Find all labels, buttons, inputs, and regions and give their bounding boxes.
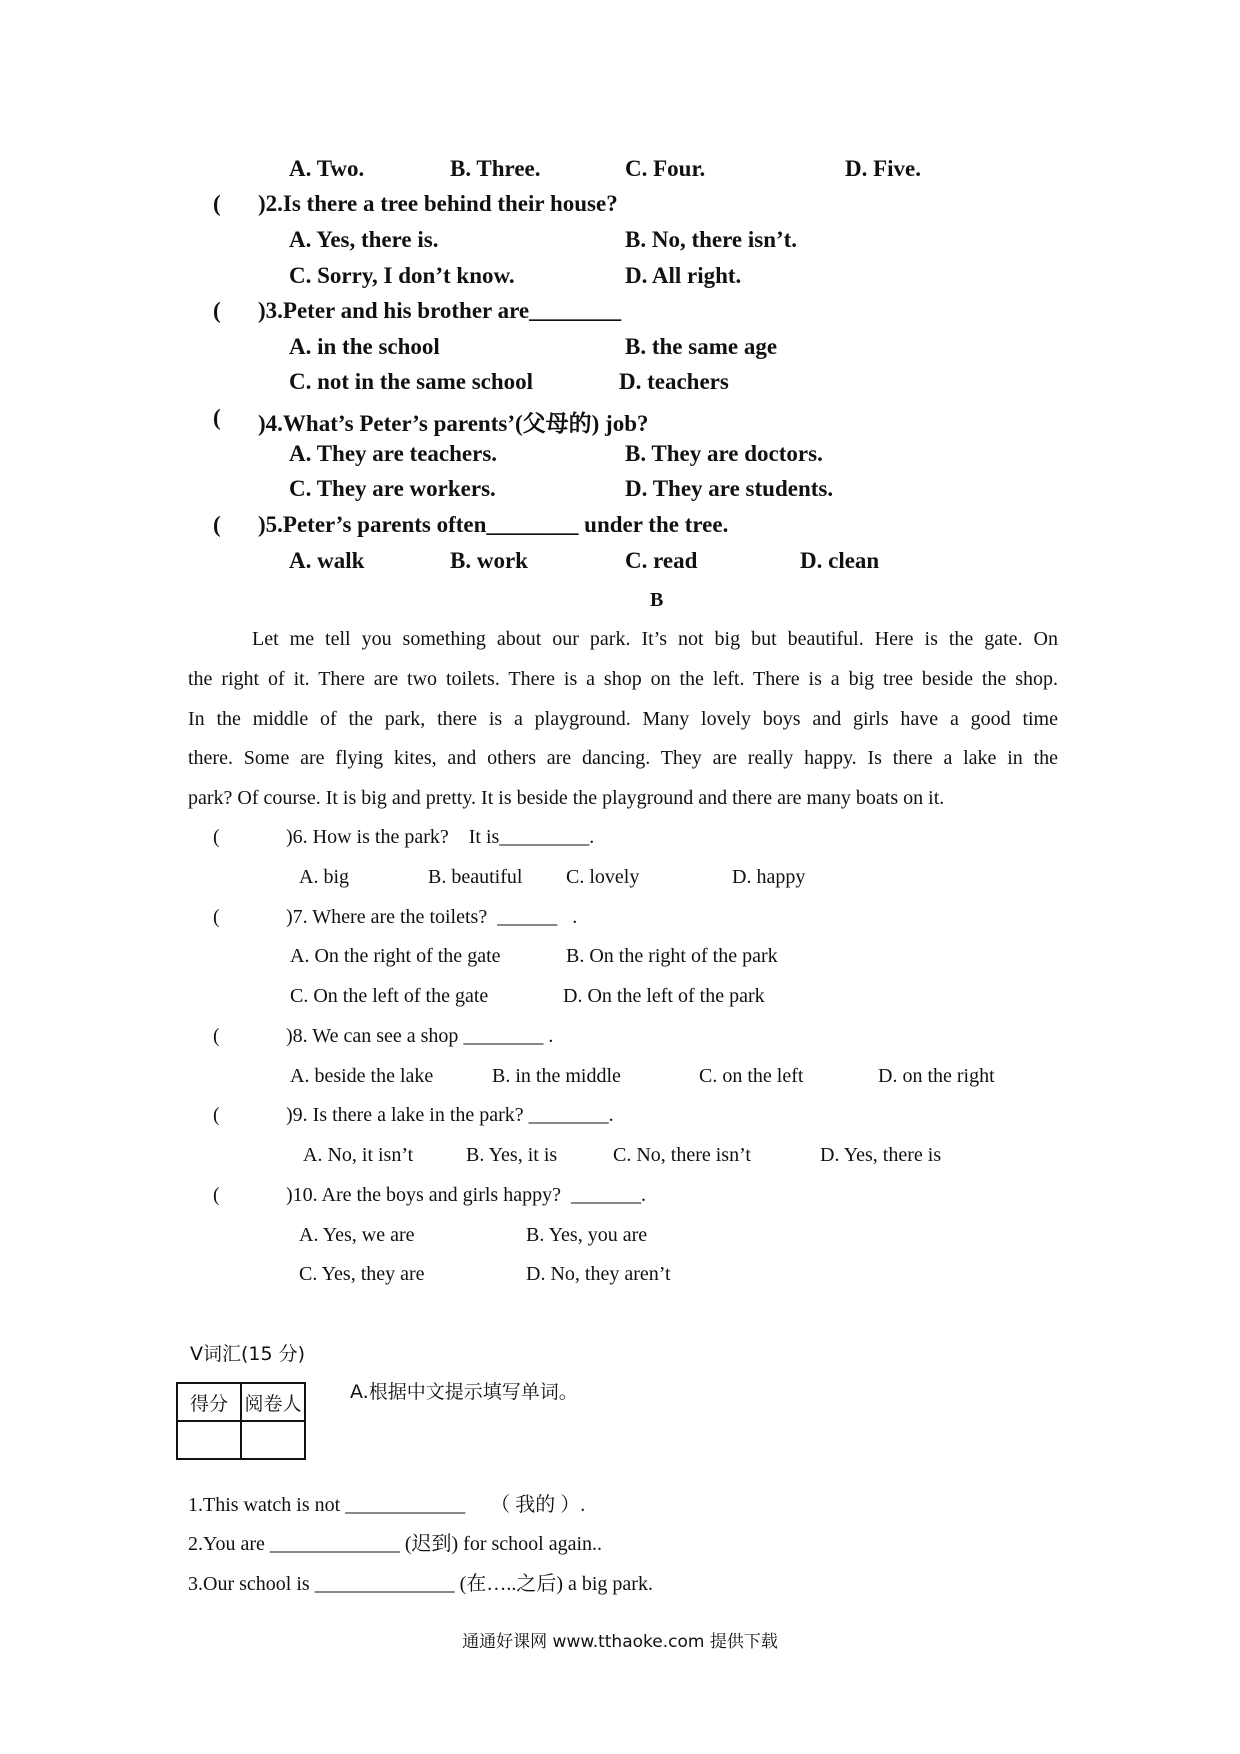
- q8-option-a: A. beside the lake: [290, 1065, 434, 1087]
- q8-answer-paren: (: [213, 1025, 220, 1047]
- q9-option-d: D. Yes, there is: [820, 1144, 942, 1166]
- q4-option-d: D. They are students.: [625, 476, 834, 501]
- passage-line-5: park? Of course. It is big and pretty. It is beside the playground and there are many boats on it.: [188, 787, 945, 809]
- q9-option-b: B. Yes, it is: [466, 1144, 558, 1166]
- vocab-item-1: 1.This watch is not ____________ （ 我的 ）.: [188, 1494, 586, 1516]
- q2-option-d: D. All right.: [625, 263, 742, 288]
- q10-stem: )10. Are the boys and girls happy? _______.: [286, 1184, 646, 1206]
- q9-stem: )9. Is there a lake in the park? ________.: [286, 1104, 614, 1126]
- q8-option-c: C. on the left: [699, 1065, 804, 1087]
- score-table: [176, 1382, 306, 1460]
- q5-option-a: A. walk: [289, 548, 365, 573]
- q5-option-b: B. work: [450, 548, 528, 573]
- vocab-item-2: 2.You are _____________ (迟到) for school again..: [188, 1533, 603, 1555]
- q3-option-c: C. not in the same school: [289, 369, 534, 394]
- q5-stem: )5.Peter’s parents often________ under the tree.: [258, 512, 729, 537]
- q6-option-d: D. happy: [732, 866, 806, 888]
- q4-option-b: B. They are doctors.: [625, 441, 823, 466]
- q1-option-a: A. Two.: [289, 156, 365, 181]
- q3-option-b: B. the same age: [625, 334, 778, 359]
- section-v-title: V词汇(15 分): [190, 1343, 306, 1365]
- passage-line-3: In the middle of the park, there is a playground. Many lovely boys and girls have a good time: [188, 708, 1058, 730]
- q2-stem: )2.Is there a tree behind their house?: [258, 191, 618, 216]
- q2-option-b: B. No, there isn’t.: [625, 227, 798, 252]
- q10-option-a: A. Yes, we are: [299, 1224, 415, 1246]
- q7-option-b: B. On the right of the park: [566, 945, 778, 967]
- q4-option-c: C. They are workers.: [289, 476, 496, 501]
- q4-option-a: A. They are teachers.: [289, 441, 498, 466]
- grader-cell[interactable]: [241, 1421, 305, 1459]
- q10-option-b: B. Yes, you are: [526, 1224, 648, 1246]
- passage-line-2: the right of it. There are two toilets. There is a shop on the left. There is a big tree beside the shop.: [188, 668, 1058, 690]
- q3-option-d: D. teachers: [619, 369, 729, 394]
- q1-option-b: B. Three.: [450, 156, 541, 181]
- section-v-instruction: A.根据中文提示填写单词。: [350, 1381, 578, 1403]
- q2-option-c: C. Sorry, I don’t know.: [289, 263, 515, 288]
- q6-answer-paren: (: [213, 826, 220, 848]
- q5-option-c: C. read: [625, 548, 698, 573]
- q10-answer-paren: (: [213, 1184, 220, 1206]
- footer-credit: 通通好课网 www.tthaoke.com 提供下载: [462, 1632, 778, 1652]
- q7-option-a: A. On the right of the gate: [290, 945, 501, 967]
- q8-stem: )8. We can see a shop ________ .: [286, 1025, 554, 1047]
- q6-stem: )6. How is the park? It is_________.: [286, 826, 595, 848]
- q9-option-a: A. No, it isn’t: [303, 1144, 414, 1166]
- q7-option-c: C. On the left of the gate: [290, 985, 489, 1007]
- q10-option-d: D. No, they aren’t: [526, 1263, 671, 1285]
- q2-answer-paren: (: [213, 191, 221, 216]
- q8-option-d: D. on the right: [878, 1065, 995, 1087]
- q8-option-b: B. in the middle: [492, 1065, 621, 1087]
- q5-answer-paren: (: [213, 512, 221, 537]
- q6-option-a: A. big: [299, 866, 349, 888]
- q7-answer-paren: (: [213, 906, 220, 928]
- q7-stem: )7. Where are the toilets? ______ .: [286, 906, 578, 928]
- q9-answer-paren: (: [213, 1104, 220, 1126]
- q10-option-c: C. Yes, they are: [299, 1263, 425, 1285]
- q6-option-c: C. lovely: [566, 866, 640, 888]
- grader-header: 阅卷人: [241, 1383, 305, 1421]
- q4-stem: )4.What’s Peter’s parents’(父母的) job?: [258, 411, 649, 436]
- q5-option-d: D. clean: [800, 548, 880, 573]
- score-header: 得分: [177, 1383, 241, 1421]
- q3-answer-paren: (: [213, 298, 221, 323]
- q4-answer-paren: (: [213, 405, 221, 430]
- q2-option-a: A. Yes, there is.: [289, 227, 439, 252]
- q1-option-d: D. Five.: [845, 156, 922, 181]
- q7-option-d: D. On the left of the park: [563, 985, 765, 1007]
- q6-option-b: B. beautiful: [428, 866, 523, 888]
- passage-line-1: Let me tell you something about our park. It’s not big but beautiful. Here is the gate. On: [252, 628, 1058, 650]
- q3-stem: )3.Peter and his brother are________: [258, 298, 622, 323]
- q3-option-a: A. in the school: [289, 334, 440, 359]
- passage-line-4: there. Some are flying kites, and others are dancing. They are really happy. Is there a lake in the: [188, 747, 1058, 769]
- q1-option-c: C. Four.: [625, 156, 706, 181]
- q9-option-c: C. No, there isn’t: [613, 1144, 751, 1166]
- section-b-heading: B: [650, 589, 664, 611]
- score-cell[interactable]: [177, 1421, 241, 1459]
- vocab-item-3: 3.Our school is ______________ (在…..之后) a big park.: [188, 1573, 653, 1595]
